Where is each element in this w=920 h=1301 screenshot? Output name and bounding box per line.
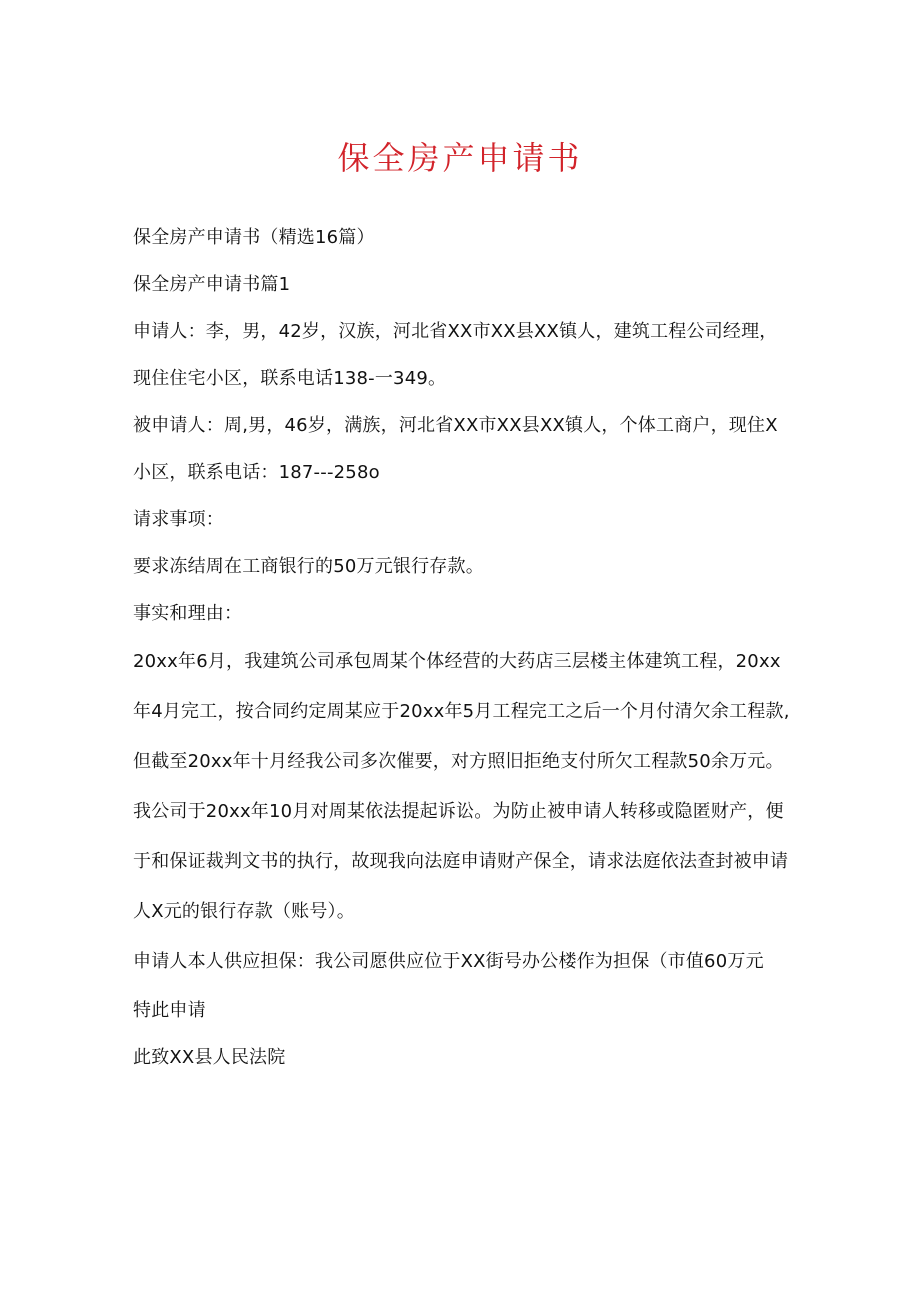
document-title: 保全房产申请书 [337,139,583,177]
respondent-paragraph: 被申请人：周,男，46岁，满族，河北省XX市XX县XX镇人，个体工商户，现住X小区，联系电话：187---258o [133,415,778,483]
request-heading: 请求事项： [133,509,224,530]
subtitle-paragraph: 保全房产申请书（精选16篇） [133,227,375,248]
addressee-paragraph: 此致XX县人民法院 [133,1047,286,1068]
request-paragraph: 要求冻结周在工商银行的50万元银行存款。 [133,556,484,577]
applicant-paragraph: 申请人：李，男，42岁，汉族，河北省XX市XX县XX镇人，建筑工程公司经理，现住住宅小区，联系电话138-一349。 [133,321,778,389]
facts-heading: 事实和理由： [133,603,243,624]
facts-paragraph: 20xx年6月，我建筑公司承包周某个体经营的大药店三层楼主体建筑工程，20xx年4月完工，按合同约定周某应于20xx年5月工程完工之后一个月付清欠余工程款,但截至20xx年十月经我公司多次催要，对方照旧拒绝支付所欠工程款50余万元。我公司于20xx年10月对周某依法提起诉讼。为防止被申请人转移或隐匿财产，便于和保证裁判文书的执行，故现我向法庭申请财产保全，请求法庭依法查封被申请人X元的银行存款（账号）。 [133,651,790,922]
section-heading: 保全房产申请书篇1 [133,274,291,295]
guarantee-paragraph: 申请人本人供应担保：我公司愿供应位于XX街号办公楼作为担保（市值60万元 [133,951,764,972]
closing-paragraph: 特此申请 [133,1000,206,1021]
document-body [133,214,793,1081]
